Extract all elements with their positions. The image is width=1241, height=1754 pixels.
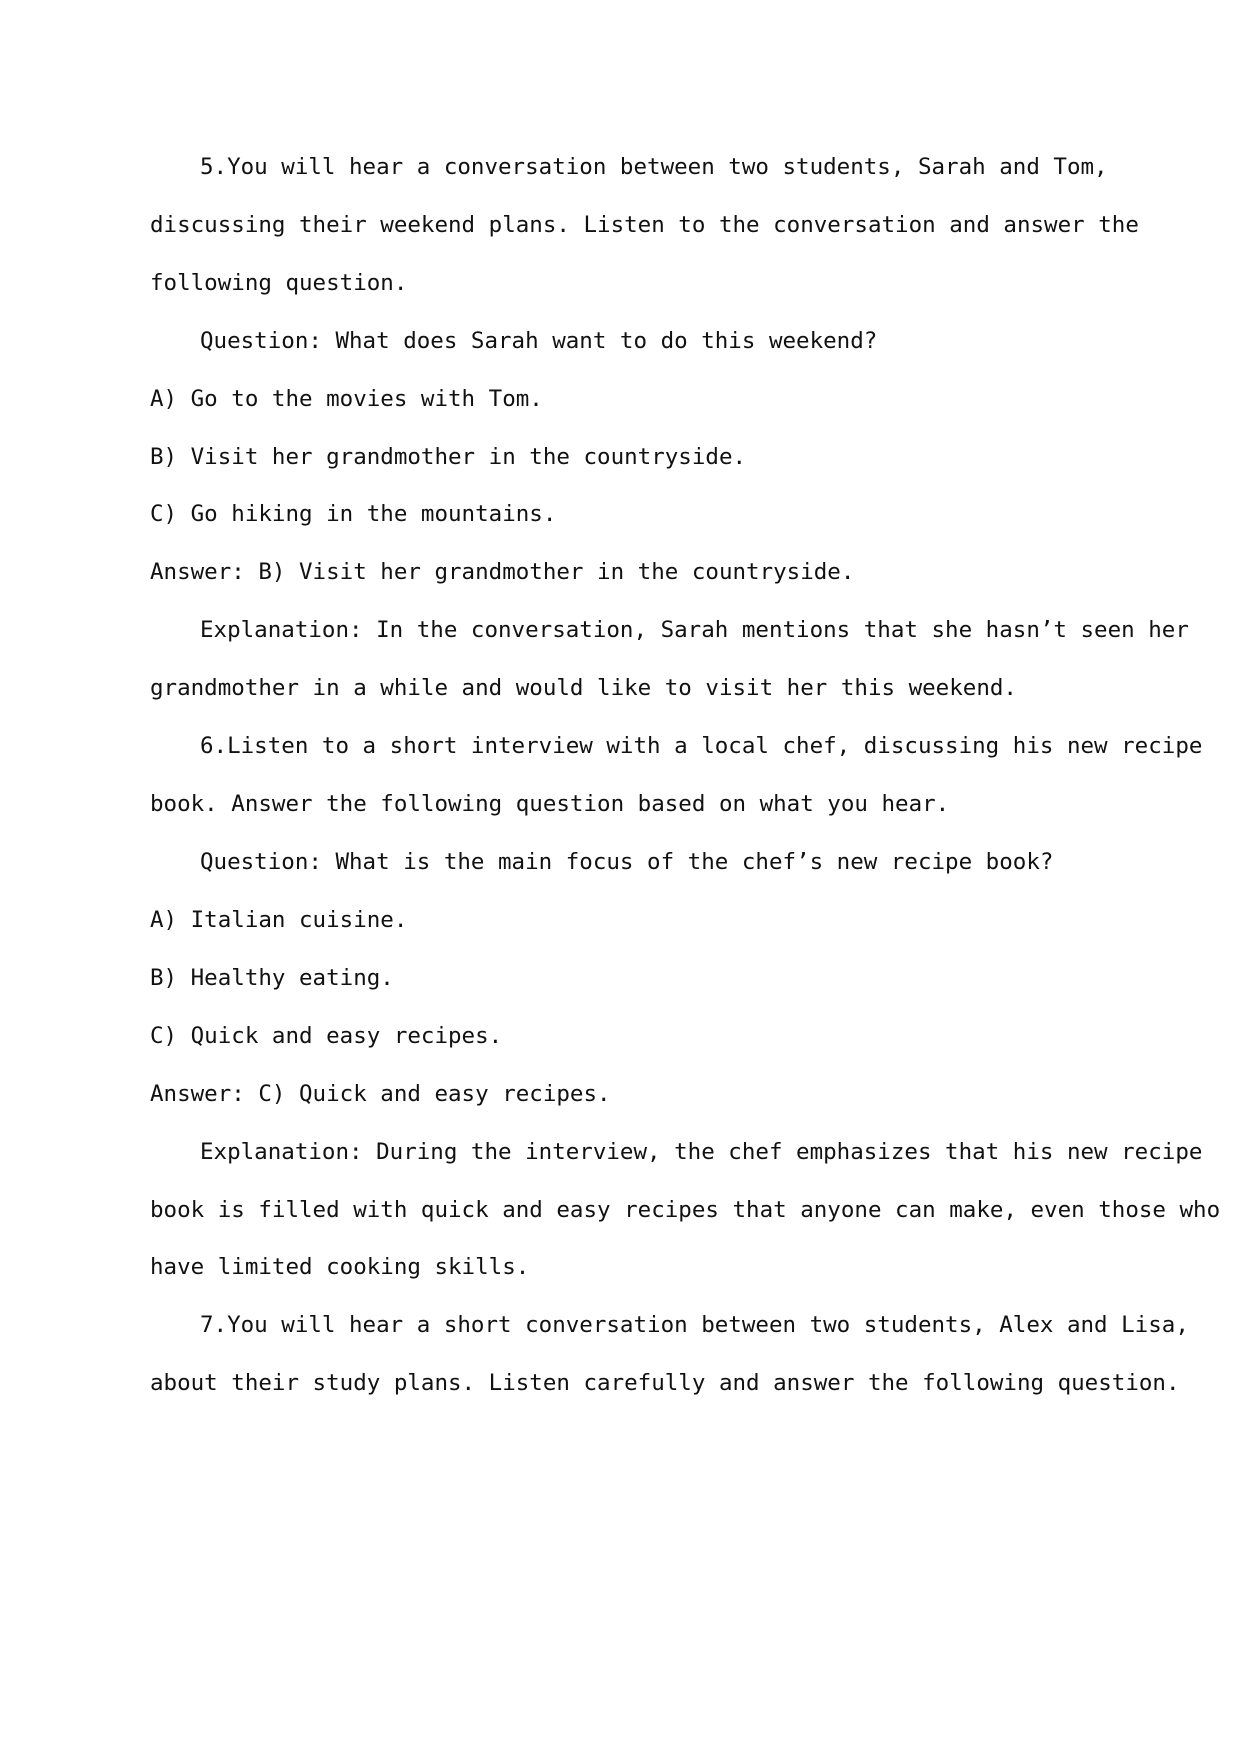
question-6-prompt-line-1: 6.Listen to a short interview with a local chef, discussing his new recipe — [200, 733, 1203, 759]
question-5-option-c: C) Go hiking in the mountains. — [150, 501, 557, 527]
question-6-question: Question: What is the main focus of the chef’s new recipe book? — [200, 849, 1054, 875]
question-6-option-b: B) Healthy eating. — [150, 965, 394, 991]
question-5-explanation-line-2: grandmother in a while and would like to visit her this weekend. — [150, 675, 1017, 701]
question-5-option-a: A) Go to the movies with Tom. — [150, 386, 543, 412]
question-6-option-a: A) Italian cuisine. — [150, 907, 408, 933]
question-7-prompt-line-2: about their study plans. Listen carefully and answer the following question. — [150, 1370, 1180, 1396]
question-6-option-c: C) Quick and easy recipes. — [150, 1023, 503, 1049]
question-6-explanation-line-3: have limited cooking skills. — [150, 1254, 530, 1280]
question-5-question: Question: What does Sarah want to do this weekend? — [200, 328, 878, 354]
question-5-prompt-line-1: 5.You will hear a conversation between two students, Sarah and Tom, — [200, 154, 1108, 180]
question-5-explanation-line-1: Explanation: In the conversation, Sarah mentions that she hasn’t seen her — [200, 617, 1189, 643]
question-6-prompt-line-2: book. Answer the following question based on what you hear. — [150, 791, 950, 817]
question-6-explanation-line-1: Explanation: During the interview, the chef emphasizes that his new recipe — [200, 1139, 1203, 1165]
question-5-prompt-line-3: following question. — [150, 270, 408, 296]
question-5-prompt-line-2: discussing their weekend plans. Listen to the conversation and answer the — [150, 212, 1139, 238]
question-6-answer: Answer: C) Quick and easy recipes. — [150, 1081, 611, 1107]
question-5-answer: Answer: B) Visit her grandmother in the countryside. — [150, 559, 855, 585]
question-6-explanation-line-2: book is filled with quick and easy recipes that anyone can make, even those who — [150, 1197, 1221, 1223]
question-5-option-b: B) Visit her grandmother in the countryside. — [150, 444, 747, 470]
question-7-prompt-line-1: 7.You will hear a short conversation between two students, Alex and Lisa, — [200, 1312, 1189, 1338]
